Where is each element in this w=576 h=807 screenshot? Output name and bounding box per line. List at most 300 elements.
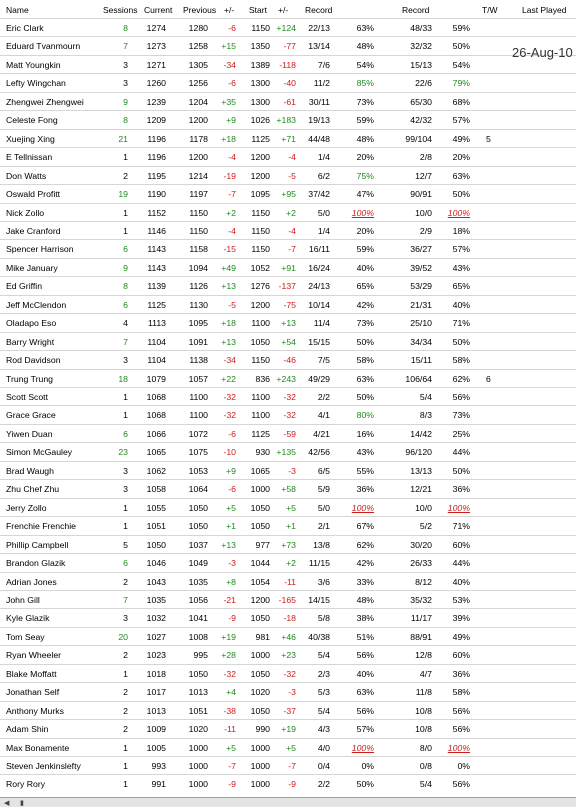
table-row[interactable] (0, 738, 576, 757)
cell-current[interactable]: 1051 (146, 521, 166, 532)
cell-percent-2[interactable]: 50% (452, 41, 470, 52)
cell-current[interactable]: 1104 (147, 336, 166, 347)
cell-plus-minus-1[interactable]: +4 (226, 687, 236, 698)
cell-percent-1[interactable]: 48% (356, 133, 374, 144)
cell-sessions[interactable]: 1 (123, 152, 128, 163)
cell-percent-1[interactable]: 59% (356, 115, 374, 126)
last-played-date[interactable]: 26-Aug-10 (512, 45, 573, 60)
cell-percent-2[interactable]: 59% (452, 23, 470, 33)
cell-percent-2[interactable]: 49% (452, 631, 470, 642)
cell-previous[interactable]: 1035 (188, 576, 208, 587)
cell-name[interactable]: Tom Seay (6, 631, 45, 642)
scroll-handle-icon[interactable]: ▮ (20, 800, 24, 807)
cell-plus-minus-1[interactable]: -4 (228, 152, 236, 163)
cell-current[interactable]: 1152 (147, 207, 166, 218)
cell-name[interactable]: Brad Waugh (6, 465, 54, 476)
scroll-left-icon[interactable]: ◀ (4, 800, 10, 807)
cell-sessions[interactable]: 8 (123, 115, 128, 126)
cell-percent-1[interactable]: 63% (356, 687, 374, 698)
cell-previous[interactable]: 1158 (189, 244, 208, 255)
cell-plus-minus-2[interactable]: +183 (276, 115, 296, 126)
cell-name[interactable]: Nick Zollo (6, 207, 45, 218)
header-start[interactable]: Start (249, 5, 267, 15)
cell-percent-2[interactable]: 56% (452, 779, 470, 790)
cell-plus-minus-1[interactable]: +13 (221, 281, 236, 292)
cell-start[interactable]: 1050 (250, 705, 270, 716)
cell-name[interactable]: Adrian Jones (6, 576, 57, 587)
cell-percent-1[interactable]: 33% (356, 576, 374, 587)
cell-current[interactable]: 1196 (147, 133, 166, 144)
cell-record-2[interactable]: 65/30 (410, 96, 432, 107)
table-row[interactable] (0, 387, 576, 406)
cell-record-2[interactable]: 21/31 (410, 299, 432, 310)
cell-record-1[interactable]: 19/13 (308, 115, 330, 126)
cell-current[interactable]: 993 (151, 761, 166, 771)
cell-percent-1[interactable]: 85% (356, 78, 374, 89)
cell-previous[interactable]: 1013 (188, 687, 208, 698)
cell-plus-minus-1[interactable]: -9 (228, 779, 236, 790)
cell-record-1[interactable]: 3/6 (317, 576, 330, 587)
table-row[interactable] (0, 442, 576, 461)
cell-percent-1[interactable]: 20% (356, 152, 374, 163)
cell-record-1[interactable]: 4/3 (317, 724, 330, 735)
table-row[interactable] (0, 166, 576, 185)
cell-record-1[interactable]: 40/38 (308, 631, 330, 642)
cell-percent-1[interactable]: 36% (356, 484, 374, 495)
cell-name[interactable]: Celeste Fong (6, 115, 58, 126)
cell-record-1[interactable]: 22/13 (308, 23, 330, 33)
cell-current[interactable]: 1023 (146, 650, 166, 661)
cell-start[interactable]: 1050 (250, 521, 270, 532)
cell-record-1[interactable]: 42/56 (308, 447, 330, 458)
cell-record-1[interactable]: 1/4 (317, 152, 330, 163)
cell-name[interactable]: Steven Jenkinslefty (6, 761, 81, 771)
cell-plus-minus-2[interactable]: -7 (288, 244, 296, 255)
cell-plus-minus-1[interactable]: -21 (223, 594, 236, 605)
cell-percent-2[interactable]: 36% (452, 484, 470, 495)
cell-sessions[interactable]: 23 (118, 447, 128, 458)
cell-current[interactable]: 1195 (147, 170, 166, 181)
cell-record-2[interactable]: 2/8 (419, 152, 432, 163)
table-row[interactable] (0, 239, 576, 258)
table-row[interactable] (0, 203, 576, 222)
cell-sessions[interactable]: 19 (118, 189, 128, 200)
cell-record-1[interactable]: 5/4 (317, 705, 330, 716)
cell-percent-2[interactable]: 50% (452, 189, 470, 200)
cell-current[interactable]: 1139 (147, 281, 166, 292)
cell-record-1[interactable]: 4/21 (313, 428, 330, 439)
cell-start[interactable]: 1200 (250, 594, 270, 605)
cell-record-1[interactable]: 2/2 (317, 779, 330, 790)
cell-record-1[interactable]: 2/3 (317, 668, 330, 679)
cell-start[interactable]: 1050 (250, 613, 270, 624)
cell-current[interactable]: 1050 (146, 539, 166, 550)
cell-percent-2[interactable]: 20% (452, 152, 470, 163)
table-row[interactable] (0, 461, 576, 480)
cell-plus-minus-2[interactable]: +13 (281, 318, 296, 329)
cell-previous[interactable]: 1008 (188, 631, 208, 642)
cell-sessions[interactable]: 3 (123, 355, 128, 366)
cell-current[interactable]: 991 (151, 779, 166, 790)
cell-plus-minus-2[interactable]: -59 (283, 428, 296, 439)
header-record-1[interactable]: Record (305, 5, 333, 15)
cell-record-2[interactable]: 106/64 (405, 373, 432, 384)
cell-percent-1[interactable]: 20% (356, 225, 374, 236)
cell-previous[interactable]: 1095 (188, 318, 208, 329)
cell-record-2[interactable]: 32/32 (410, 41, 432, 52)
cell-record-2[interactable]: 5/4 (419, 392, 432, 402)
cell-record-2[interactable]: 4/7 (419, 668, 432, 679)
cell-plus-minus-1[interactable]: +13 (221, 336, 236, 347)
cell-percent-2[interactable]: 50% (452, 465, 470, 476)
cell-plus-minus-2[interactable]: +124 (276, 23, 296, 33)
cell-sessions[interactable]: 1 (123, 392, 128, 402)
cell-plus-minus-1[interactable]: -4 (228, 225, 236, 236)
cell-record-1[interactable]: 13/8 (313, 539, 330, 550)
cell-record-2[interactable]: 12/7 (415, 170, 432, 181)
cell-plus-minus-2[interactable]: +95 (281, 189, 296, 200)
cell-percent-1[interactable]: 100% (351, 207, 374, 218)
cell-percent-1[interactable]: 48% (356, 594, 374, 605)
cell-percent-1[interactable]: 42% (356, 299, 374, 310)
cell-current[interactable]: 1068 (146, 392, 166, 402)
cell-current[interactable]: 1065 (146, 447, 166, 458)
cell-current[interactable]: 1104 (147, 355, 166, 366)
cell-start[interactable]: 1026 (250, 115, 270, 126)
cell-record-1[interactable]: 5/9 (317, 484, 330, 495)
cell-plus-minus-1[interactable]: +22 (221, 373, 236, 384)
cell-percent-1[interactable]: 57% (356, 724, 374, 735)
cell-record-2[interactable]: 22/6 (415, 78, 432, 89)
cell-record-2[interactable]: 15/13 (410, 59, 432, 70)
cell-percent-1[interactable]: 67% (356, 521, 374, 532)
cell-percent-2[interactable]: 57% (452, 115, 470, 126)
cell-current[interactable]: 1125 (147, 299, 166, 310)
cell-record-2[interactable]: 8/0 (419, 742, 432, 753)
cell-plus-minus-2[interactable]: +1 (286, 521, 296, 532)
cell-name[interactable]: Don Watts (6, 170, 47, 181)
table-row[interactable] (0, 701, 576, 720)
cell-start[interactable]: 1200 (250, 170, 270, 181)
cell-previous[interactable]: 1150 (189, 225, 208, 236)
cell-start[interactable]: 1054 (250, 576, 270, 587)
cell-percent-1[interactable]: 58% (356, 355, 374, 366)
table-row[interactable] (0, 221, 576, 240)
cell-previous[interactable]: 1100 (189, 410, 208, 421)
cell-plus-minus-2[interactable]: -4 (288, 152, 296, 163)
cell-name[interactable]: Jerry Zollo (6, 502, 47, 513)
cell-percent-2[interactable]: 56% (452, 724, 470, 735)
cell-record-1[interactable]: 4/1 (317, 410, 330, 421)
cell-plus-minus-1[interactable]: -32 (223, 668, 236, 679)
table-row[interactable] (0, 719, 576, 738)
cell-sessions[interactable]: 2 (123, 687, 128, 698)
cell-percent-1[interactable]: 63% (356, 23, 374, 33)
cell-plus-minus-2[interactable]: +71 (281, 133, 296, 144)
cell-current[interactable]: 1113 (147, 318, 166, 329)
cell-record-1[interactable]: 11/2 (313, 78, 330, 89)
cell-previous[interactable]: 1050 (188, 668, 208, 679)
cell-sessions[interactable]: 6 (123, 244, 128, 255)
cell-plus-minus-2[interactable]: -61 (283, 96, 296, 107)
cell-tw[interactable]: 5 (486, 133, 491, 144)
cell-plus-minus-1[interactable]: -7 (228, 189, 236, 200)
cell-current[interactable]: 1017 (146, 687, 166, 698)
cell-start[interactable]: 1000 (250, 742, 270, 753)
cell-previous[interactable]: 1057 (188, 373, 208, 384)
cell-name[interactable]: E Tellnissan (6, 152, 53, 163)
table-row[interactable] (0, 129, 576, 148)
cell-start[interactable]: 981 (255, 631, 270, 642)
cell-start[interactable]: 1150 (251, 244, 270, 255)
cell-current[interactable]: 1062 (146, 465, 166, 476)
cell-sessions[interactable]: 7 (123, 41, 128, 52)
table-row[interactable] (0, 553, 576, 572)
cell-sessions[interactable]: 2 (123, 576, 128, 587)
cell-record-2[interactable]: 12/8 (415, 650, 432, 661)
table-row[interactable] (0, 756, 576, 775)
cell-current[interactable]: 1035 (146, 594, 166, 605)
table-row[interactable] (0, 664, 576, 683)
cell-record-1[interactable]: 5/0 (317, 502, 330, 513)
cell-percent-2[interactable]: 62% (452, 373, 470, 384)
cell-plus-minus-1[interactable]: -5 (228, 299, 236, 310)
cell-record-1[interactable]: 1/4 (317, 225, 330, 236)
cell-record-2[interactable]: 96/120 (405, 447, 432, 458)
cell-plus-minus-2[interactable]: -46 (283, 355, 296, 366)
cell-current[interactable]: 1146 (147, 225, 166, 236)
cell-name[interactable]: Max Bonamente (6, 742, 70, 753)
cell-record-1[interactable]: 0/4 (317, 761, 330, 771)
cell-start[interactable]: 1300 (250, 96, 270, 107)
table-row[interactable] (0, 498, 576, 517)
cell-sessions[interactable]: 3 (123, 78, 128, 89)
header-last-played[interactable]: Last Played (522, 5, 567, 15)
cell-current[interactable]: 1055 (146, 502, 166, 513)
cell-plus-minus-2[interactable]: +19 (281, 724, 296, 735)
cell-record-1[interactable]: 11/4 (313, 318, 330, 329)
cell-start[interactable]: 977 (255, 539, 270, 550)
table-row[interactable] (0, 258, 576, 277)
cell-sessions[interactable]: 8 (123, 281, 128, 292)
cell-plus-minus-2[interactable]: -32 (283, 392, 296, 402)
cell-plus-minus-1[interactable]: +9 (226, 115, 236, 126)
cell-percent-1[interactable]: 50% (356, 392, 374, 402)
cell-percent-1[interactable]: 73% (356, 96, 374, 107)
table-row[interactable] (0, 590, 576, 609)
cell-sessions[interactable]: 7 (123, 594, 128, 605)
table-row[interactable] (0, 479, 576, 498)
table-row[interactable] (0, 645, 576, 664)
cell-percent-2[interactable]: 79% (452, 78, 470, 89)
cell-percent-2[interactable]: 25% (452, 428, 470, 439)
cell-name[interactable]: Trung Trung (6, 373, 53, 384)
cell-name[interactable]: Anthony Murks (6, 705, 64, 716)
cell-plus-minus-1[interactable]: -9 (228, 613, 236, 624)
cell-percent-1[interactable]: 50% (356, 336, 374, 347)
cell-sessions[interactable]: 2 (123, 650, 128, 661)
cell-percent-2[interactable]: 68% (452, 96, 470, 107)
cell-plus-minus-1[interactable]: -6 (228, 78, 236, 89)
cell-record-1[interactable]: 2/2 (317, 392, 330, 402)
cell-percent-2[interactable]: 60% (452, 539, 470, 550)
table-row[interactable] (0, 36, 576, 55)
cell-plus-minus-1[interactable]: +18 (221, 318, 236, 329)
cell-record-2[interactable]: 36/27 (410, 244, 432, 255)
cell-percent-2[interactable]: 60% (452, 650, 470, 661)
cell-previous[interactable]: 1064 (188, 484, 208, 495)
table-row[interactable] (0, 516, 576, 535)
header-sessions[interactable]: Sessions (103, 5, 138, 15)
cell-percent-1[interactable]: 38% (356, 613, 374, 624)
cell-percent-2[interactable]: 54% (452, 59, 470, 70)
header-previous[interactable]: Previous (183, 5, 217, 15)
cell-previous[interactable]: 1305 (188, 59, 208, 70)
cell-current[interactable]: 1043 (146, 576, 166, 587)
cell-sessions[interactable]: 2 (123, 705, 128, 716)
cell-record-1[interactable]: 13/14 (308, 41, 330, 52)
cell-plus-minus-2[interactable]: -165 (278, 594, 296, 605)
cell-percent-1[interactable]: 40% (356, 668, 374, 679)
cell-record-2[interactable]: 39/52 (410, 262, 432, 273)
cell-plus-minus-2[interactable]: +5 (286, 502, 296, 513)
cell-sessions[interactable]: 18 (118, 373, 128, 384)
table-row[interactable] (0, 535, 576, 554)
cell-sessions[interactable]: 3 (123, 465, 128, 476)
cell-record-2[interactable]: 10/8 (415, 705, 432, 716)
cell-percent-1[interactable]: 75% (356, 170, 374, 181)
cell-percent-1[interactable]: 50% (356, 779, 374, 790)
cell-plus-minus-1[interactable]: +9 (226, 465, 236, 476)
cell-previous[interactable]: 1094 (188, 262, 208, 273)
header-record-2[interactable]: Record (402, 5, 430, 15)
cell-plus-minus-2[interactable]: +2 (286, 207, 296, 218)
cell-previous[interactable]: 1138 (189, 355, 208, 366)
table-row[interactable] (0, 572, 576, 591)
cell-percent-2[interactable]: 56% (452, 392, 470, 402)
cell-sessions[interactable]: 2 (123, 170, 128, 181)
cell-current[interactable]: 1058 (146, 484, 166, 495)
cell-record-1[interactable]: 49/29 (308, 373, 330, 384)
cell-plus-minus-2[interactable]: -5 (288, 170, 296, 181)
cell-percent-1[interactable]: 100% (351, 742, 374, 753)
table-row[interactable] (0, 73, 576, 92)
cell-plus-minus-1[interactable]: +5 (226, 742, 236, 753)
cell-sessions[interactable]: 5 (123, 539, 128, 550)
cell-percent-1[interactable]: 80% (356, 410, 374, 421)
cell-name[interactable]: Spencer Harrison (6, 244, 74, 255)
cell-plus-minus-2[interactable]: -37 (283, 705, 296, 716)
cell-record-1[interactable]: 4/0 (317, 742, 330, 753)
cell-name[interactable]: Oladapo Eso (6, 318, 57, 329)
cell-percent-2[interactable]: 58% (452, 687, 470, 698)
cell-percent-1[interactable]: 43% (356, 447, 374, 458)
cell-percent-1[interactable]: 51% (356, 631, 374, 642)
table-row[interactable] (0, 184, 576, 203)
cell-start[interactable]: 1200 (250, 152, 270, 163)
cell-start[interactable]: 990 (255, 724, 270, 735)
cell-name[interactable]: Lefty Wingchan (6, 78, 66, 89)
cell-start[interactable]: 1150 (251, 355, 270, 366)
cell-current[interactable]: 1209 (146, 115, 166, 126)
cell-record-2[interactable]: 10/0 (415, 207, 432, 218)
cell-record-2[interactable]: 25/10 (410, 318, 432, 329)
cell-name[interactable]: Frenchie Frenchie (6, 521, 77, 532)
cell-percent-2[interactable]: 56% (452, 705, 470, 716)
cell-percent-1[interactable]: 55% (356, 465, 374, 476)
cell-percent-2[interactable]: 100% (447, 502, 470, 513)
cell-previous[interactable]: 1091 (188, 336, 208, 347)
cell-name[interactable]: Scott Scott (6, 392, 49, 402)
cell-sessions[interactable]: 1 (123, 742, 128, 753)
cell-percent-1[interactable]: 0% (361, 761, 374, 771)
cell-current[interactable]: 1274 (146, 23, 166, 33)
cell-start[interactable]: 836 (255, 373, 270, 384)
cell-plus-minus-1[interactable]: -34 (223, 355, 236, 366)
cell-percent-2[interactable]: 44% (452, 447, 470, 458)
cell-name[interactable]: Adam Shin (6, 724, 49, 735)
cell-start[interactable]: 1000 (250, 761, 270, 771)
cell-record-2[interactable]: 88/91 (410, 631, 432, 642)
cell-sessions[interactable]: 6 (123, 428, 128, 439)
cell-percent-2[interactable]: 63% (452, 170, 470, 181)
cell-plus-minus-1[interactable]: +35 (221, 96, 236, 107)
cell-record-2[interactable]: 0/8 (419, 761, 432, 771)
cell-plus-minus-2[interactable]: -3 (288, 465, 296, 476)
table-row[interactable] (0, 110, 576, 129)
cell-percent-2[interactable]: 100% (447, 207, 470, 218)
cell-record-2[interactable]: 34/34 (410, 336, 432, 347)
cell-start[interactable]: 1000 (250, 650, 270, 661)
cell-previous[interactable]: 1000 (188, 761, 208, 771)
cell-percent-1[interactable]: 56% (356, 650, 374, 661)
cell-percent-2[interactable]: 71% (452, 318, 470, 329)
cell-plus-minus-2[interactable]: -40 (283, 78, 296, 89)
cell-name[interactable]: Blake Moffatt (6, 668, 57, 679)
cell-record-1[interactable]: 10/14 (308, 299, 330, 310)
cell-percent-2[interactable]: 65% (452, 281, 470, 292)
header-tw[interactable]: T/W (482, 5, 498, 15)
cell-record-1[interactable]: 11/15 (308, 558, 330, 569)
cell-percent-2[interactable]: 44% (452, 558, 470, 569)
cell-record-2[interactable]: 11/17 (410, 613, 432, 624)
cell-record-1[interactable]: 5/3 (317, 687, 330, 698)
cell-record-1[interactable]: 30/11 (308, 96, 330, 107)
table-row[interactable] (0, 627, 576, 646)
table-row[interactable] (0, 350, 576, 369)
cell-sessions[interactable]: 21 (118, 133, 128, 144)
cell-sessions[interactable]: 1 (123, 668, 128, 679)
cell-current[interactable]: 1018 (146, 668, 166, 679)
cell-plus-minus-1[interactable]: -6 (228, 484, 236, 495)
cell-record-1[interactable]: 15/15 (308, 336, 330, 347)
cell-percent-2[interactable]: 18% (452, 225, 470, 236)
cell-start[interactable]: 1100 (251, 392, 270, 402)
cell-plus-minus-1[interactable]: +18 (221, 133, 236, 144)
cell-plus-minus-2[interactable]: +58 (281, 484, 296, 495)
cell-plus-minus-2[interactable]: +5 (286, 742, 296, 753)
cell-record-2[interactable]: 30/20 (410, 539, 432, 550)
cell-start[interactable]: 1050 (250, 668, 270, 679)
cell-plus-minus-2[interactable]: -32 (283, 410, 296, 421)
cell-record-1[interactable]: 6/5 (317, 465, 330, 476)
cell-previous[interactable]: 1037 (188, 539, 208, 550)
cell-percent-1[interactable]: 73% (356, 318, 374, 329)
cell-sessions[interactable]: 1 (123, 761, 128, 771)
cell-current[interactable]: 1143 (147, 262, 166, 273)
cell-previous[interactable]: 1258 (188, 41, 208, 52)
cell-plus-minus-2[interactable]: +135 (276, 447, 296, 458)
